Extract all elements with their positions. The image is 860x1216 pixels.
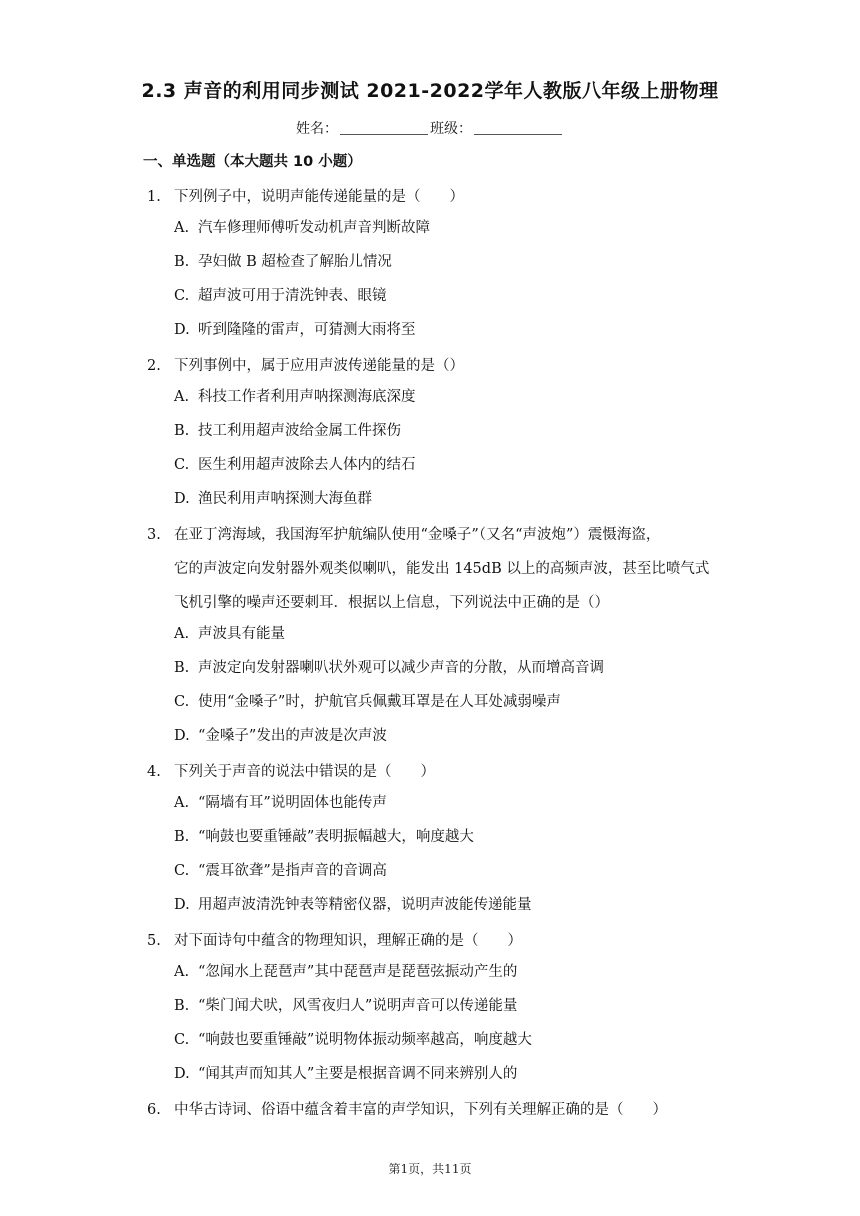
option-b [174,252,392,272]
question-number: 6. [147,1102,161,1118]
option-text: “震耳欲聋”是指声音的音调高 [198,863,387,879]
question-stem-line-3: 飞机引擎的噪声还要刺耳．根据以上信息，下列说法中正确的是（） [174,595,609,611]
option-c [174,692,561,712]
question-stem: 下列例子中，说明声能传递能量的是（ ） [174,189,464,205]
question-number: 1. [147,189,161,205]
option-letter: A. [174,626,190,642]
question-4 [147,755,727,789]
option-letter: B. [174,660,190,676]
option-text: “隔墙有耳”说明固体也能传声 [198,795,387,811]
question-stem: 下列关于声音的说法中错误的是（ ） [174,764,435,780]
option-letter: C. [174,694,190,710]
option-text: 医生利用超声波除去人体内的结石 [198,457,416,473]
option-d [174,320,416,340]
option-d [174,726,387,746]
option-text: 听到隆隆的雷声，可猜测大雨将至 [198,322,416,338]
option-text: 声波定向发射器喇叭状外观可以减少声音的分散，从而增高音调 [198,660,604,676]
name-class-line [0,118,860,138]
option-text: 使用“金嗓子”时，护航官兵佩戴耳罩是在人耳处减弱噪声 [198,694,561,710]
page-footer: 第1页，共11页 [388,1162,472,1176]
option-b [174,827,474,847]
question-stem-line-1: 在亚丁湾海域，我国海军护航编队使用“金嗓子”（又名“声波炮”）震慑海盗， [174,527,661,543]
option-b [174,421,401,441]
option-text: 超声波可用于清洗钟表、眼镜 [198,288,387,304]
option-text: “响鼓也要重锤敲”表明振幅越大，响度越大 [198,829,474,845]
question-stem: 下列事例中，属于应用声波传递能量的是（） [174,358,464,374]
name-blank[interactable] [340,122,428,135]
option-letter: C. [174,1032,190,1048]
option-letter: A. [174,220,190,236]
option-letter: A. [174,964,190,980]
option-letter: C. [174,457,190,473]
option-d [174,1064,517,1084]
option-text: 孕妇做 B 超检查了解胎儿情况 [198,254,392,270]
option-text: “忽闻水上琵琶声”其中琵琶声是琵琶弦振动产生的 [198,964,518,980]
option-letter: D. [174,728,190,744]
question-number: 4. [147,764,161,780]
doc-title: 2.3 声音的利用同步测试 2021-2022学年人教版八年级上册物理 [141,80,719,102]
name-label: 姓名： [296,121,338,137]
question-stem-line-2: 它的声波定向发射器外观类似喇叭，能发出 145dB 以上的高频声波，甚至比喷气式 [174,561,710,577]
option-letter: A. [174,795,190,811]
option-letter: B. [174,423,190,439]
option-text: 声波具有能量 [198,626,285,642]
question-5 [147,924,727,958]
option-text: 汽车修理师傅听发动机声音判断故障 [198,220,430,236]
option-letter: C. [174,863,190,879]
class-blank[interactable] [474,122,562,135]
option-letter: B. [174,829,190,845]
option-a [174,793,387,813]
question-number: 2. [147,358,161,374]
option-text: “柴门闻犬吠，风雪夜归人”说明声音可以传递能量 [198,998,518,1014]
option-letter: A. [174,389,190,405]
question-6 [147,1093,727,1127]
option-letter: B. [174,254,190,270]
question-1 [147,180,727,214]
option-text: “响鼓也要重锤敲”说明物体振动频率越高，响度越大 [198,1032,532,1048]
option-letter: D. [174,322,190,338]
option-letter: D. [174,1066,190,1082]
option-text: 技工利用超声波给金属工件探伤 [198,423,401,439]
option-b [174,996,517,1016]
option-a [174,387,416,407]
option-d [174,895,532,915]
question-stem: 对下面诗句中蕴含的物理知识，理解正确的是（ ） [174,933,522,949]
option-c [174,861,387,881]
section-heading: 一、单选题（本大题共 10 小题） [143,154,362,170]
option-c [174,1030,532,1050]
option-d [174,489,372,509]
question-number: 5. [147,933,161,949]
question-number: 3. [147,527,161,543]
option-letter: D. [174,491,190,507]
class-label: 班级： [430,121,472,137]
option-a [174,218,430,238]
option-a [174,962,517,982]
option-text: 渔民利用声呐探测大海鱼群 [198,491,372,507]
option-a [174,624,285,644]
option-text: “金嗓子”发出的声波是次声波 [198,728,387,744]
option-text: 科技工作者利用声呐探测海底深度 [198,389,416,405]
option-letter: C. [174,288,190,304]
option-b [174,658,604,678]
option-c [174,286,387,306]
option-text: “闻其声而知其人”主要是根据音调不同来辨别人的 [198,1066,518,1082]
option-c [174,455,416,475]
question-2 [147,349,727,383]
option-text: 用超声波清洗钟表等精密仪器，说明声波能传递能量 [198,897,532,913]
question-stem: 中华古诗词、俗语中蕴含着丰富的声学知识，下列有关理解正确的是（ ） [174,1102,667,1118]
option-letter: D. [174,897,190,913]
option-letter: B. [174,998,190,1014]
question-3 [147,518,727,620]
